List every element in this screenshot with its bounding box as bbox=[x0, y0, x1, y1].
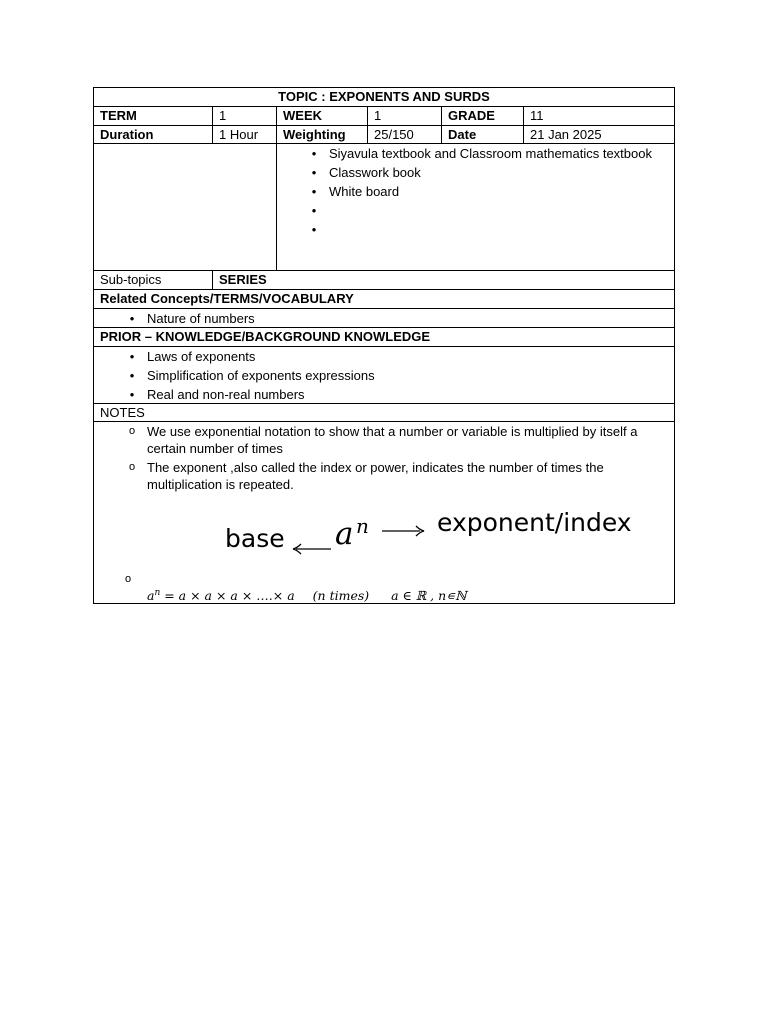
notes-heading: NOTES bbox=[100, 405, 145, 420]
resources-row bbox=[94, 144, 674, 271]
info-row-term bbox=[94, 107, 674, 126]
left-arrow-icon bbox=[292, 543, 332, 555]
related-list-row bbox=[94, 309, 674, 328]
formula-line bbox=[125, 567, 645, 604]
list-item: • Simplification of exponents expressions bbox=[129, 368, 375, 383]
formula-bullet: o bbox=[125, 573, 132, 585]
resources-cell bbox=[277, 144, 674, 270]
list-item: o We use exponential notation to show that a number or variable is multiplied by itself a certain number of times bbox=[128, 424, 638, 456]
formula-rhs: = a × a × a × ….× a bbox=[164, 588, 295, 604]
formula-lhs: a bbox=[147, 588, 155, 604]
list-item: • Nature of numbers bbox=[129, 311, 255, 326]
list-item: • Real and non-real numbers bbox=[129, 387, 305, 402]
exponent-label: exponent/index bbox=[437, 508, 632, 537]
weighting-label: Weighting bbox=[277, 126, 368, 143]
formula-domain: a ∈ ℝ , n∊ℕ bbox=[391, 588, 467, 604]
subtopics-row bbox=[94, 271, 674, 290]
prior-cell bbox=[94, 347, 674, 403]
grade-label: GRADE bbox=[442, 107, 524, 125]
date-value: 21 Jan 2025 bbox=[530, 127, 602, 142]
week-value: 1 bbox=[368, 107, 442, 125]
term-label: TERM bbox=[94, 107, 213, 125]
info-row-duration bbox=[94, 126, 674, 144]
topic-row bbox=[94, 88, 674, 107]
week-label: WEEK bbox=[277, 107, 368, 125]
term-value: 1 bbox=[213, 107, 277, 125]
list-item: • bbox=[311, 203, 317, 218]
formula-times: (n times) bbox=[312, 588, 370, 604]
list-item: • Classwork book bbox=[311, 165, 421, 180]
prior-list bbox=[129, 348, 668, 403]
prior-heading-row bbox=[94, 328, 674, 347]
list-item: o The exponent ,also called the index or power, indicates the number of times the multiplication is repeated. bbox=[128, 460, 604, 492]
resources-list bbox=[311, 145, 668, 238]
notes-list bbox=[128, 423, 668, 493]
subtopics-value: SERIES bbox=[219, 272, 267, 287]
power-base-symbol: a bbox=[335, 516, 354, 552]
base-label: base bbox=[225, 524, 285, 553]
list-item: • White board bbox=[311, 184, 400, 199]
topic-title: TOPIC : EXPONENTS AND SURDS bbox=[278, 89, 490, 104]
subtopics-label: Sub-topics bbox=[94, 271, 213, 289]
exponent-diagram bbox=[225, 508, 645, 562]
power-exponent-symbol: n bbox=[356, 514, 369, 538]
resources-left-cell bbox=[94, 144, 277, 270]
related-heading: Related Concepts/TERMS/VOCABULARY bbox=[100, 291, 354, 306]
related-list bbox=[129, 310, 668, 327]
list-item: • bbox=[311, 222, 317, 237]
notes-heading-row bbox=[94, 404, 674, 422]
list-item: • Laws of exponents bbox=[129, 349, 256, 364]
related-heading-row bbox=[94, 290, 674, 309]
duration-value: 1 Hour bbox=[213, 126, 277, 143]
lesson-plan-table bbox=[93, 87, 675, 604]
duration-label: Duration bbox=[94, 126, 213, 143]
date-label: Date bbox=[442, 126, 524, 143]
notes-row bbox=[94, 422, 674, 603]
list-item: • Siyavula textbook and Classroom mathematics textbook bbox=[311, 146, 652, 161]
right-arrow-icon bbox=[381, 525, 425, 537]
weighting-value: 25/150 bbox=[368, 126, 442, 143]
notes-cell bbox=[94, 422, 674, 603]
grade-value: 11 bbox=[530, 108, 544, 123]
formula-lhs-sup: n bbox=[154, 588, 161, 598]
formula bbox=[147, 585, 467, 604]
prior-list-row bbox=[94, 347, 674, 404]
prior-heading: PRIOR – KNOWLEDGE/BACKGROUND KNOWLEDGE bbox=[100, 329, 431, 344]
related-cell bbox=[94, 309, 674, 327]
